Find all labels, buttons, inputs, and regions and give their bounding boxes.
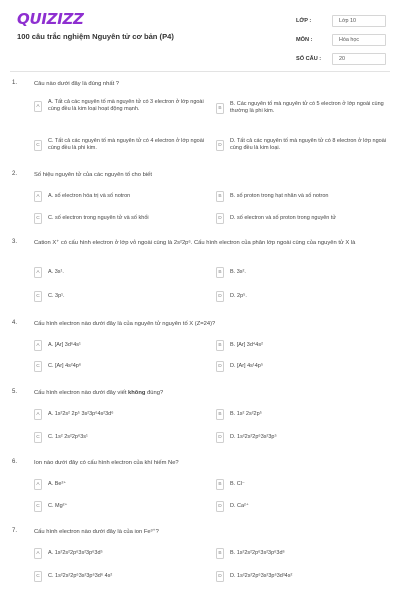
option-letter: A <box>34 479 42 490</box>
option-letter: A <box>34 548 42 559</box>
option-text: B. [Ar] 3d⁴4s² <box>230 341 263 348</box>
quizizz-logo <box>17 11 84 27</box>
option-letter: D <box>216 501 224 512</box>
meta-row-count <box>296 49 386 68</box>
option-text: A. 1s²2s² 2p⁵ 3s²3p⁶4s²3d⁶ <box>48 410 114 417</box>
option-text: D. Ca²⁺ <box>230 502 249 509</box>
question-text: Cation X⁺ có cấu hình electron ở lớp vỏ ngoài cùng là 2s²2p⁶. Cấu hình electron của phân lớp ngoài cùng của nguyên tử X là <box>34 240 356 246</box>
option-a[interactable] <box>34 479 212 490</box>
question-number: 7. <box>12 528 18 534</box>
header-divider <box>10 71 390 72</box>
option-a[interactable] <box>34 409 212 420</box>
meta-value-count: 20 <box>332 53 386 65</box>
meta-value-grade: Lớp 10 <box>332 15 386 27</box>
option-letter: A <box>34 101 42 112</box>
option-letter: D <box>216 140 224 151</box>
question-text <box>34 389 369 397</box>
option-b[interactable] <box>216 548 394 559</box>
question-number: 4. <box>12 320 18 326</box>
question-text: Cấu hình electron nào dưới đây là của ion Fe³⁺? <box>34 529 159 535</box>
option-text: A. 1s²2s²2p⁶3s²3p⁶3d⁵ <box>48 549 103 556</box>
meta-label: LỚP : <box>296 17 312 24</box>
option-letter: A <box>34 191 42 202</box>
option-text: D. 2p⁵. <box>230 292 247 299</box>
option-text: A. 3s¹. <box>48 268 64 275</box>
option-text: A. Be²⁺ <box>48 480 67 487</box>
option-letter: C <box>34 501 42 512</box>
option-c[interactable] <box>34 501 212 512</box>
option-text: B. số proton trong hạt nhân và số notron <box>230 192 329 199</box>
option-text: B. 1s² 2s²2p⁵ <box>230 410 262 417</box>
option-letter: D <box>216 213 224 224</box>
option-a[interactable] <box>34 548 212 559</box>
option-b[interactable] <box>216 267 394 278</box>
option-d[interactable] <box>216 501 394 512</box>
option-a[interactable] <box>34 191 212 202</box>
option-text: B. 1s²2s²2p⁶3s²3p⁶3d⁶ <box>230 549 285 556</box>
option-letter: C <box>34 140 42 151</box>
option-letter: B <box>216 191 224 202</box>
question-text: Câu nào dưới đây là đúng nhất ? <box>34 81 120 87</box>
option-c[interactable] <box>34 432 212 443</box>
worksheet-title: 100 câu trắc nghiệm Nguyên tử cơ bản (P4) <box>17 32 174 41</box>
option-a[interactable] <box>34 340 212 351</box>
option-letter: D <box>216 361 224 372</box>
option-text: D. 1s²2s²2p⁶3s²3p⁶3d³4s² <box>230 572 293 579</box>
question-number: 3. <box>12 239 18 245</box>
option-c[interactable] <box>34 571 212 582</box>
option-text: C. Mg²⁺ <box>48 502 68 509</box>
option-b[interactable] <box>216 101 394 116</box>
option-letter: B <box>216 409 224 420</box>
option-letter: A <box>34 267 42 278</box>
option-text: A. Tất cả các nguyên tố mà nguyên tử có 3 electron ở lớp ngoài cùng đều là kim loại hoạt động mạnh. <box>48 99 204 113</box>
option-d[interactable] <box>216 213 394 224</box>
option-d[interactable] <box>216 291 394 302</box>
option-a[interactable] <box>34 267 212 278</box>
option-letter: C <box>34 361 42 372</box>
option-letter: B <box>216 103 224 114</box>
option-letter: D <box>216 432 224 443</box>
option-text: A. số electron hóa trị và số notron <box>48 192 131 199</box>
option-letter: C <box>34 571 42 582</box>
meta-label: MÔN : <box>296 36 313 43</box>
option-text: A. [Ar] 3d⁶4s¹ <box>48 341 81 348</box>
option-d[interactable] <box>216 432 394 443</box>
question-text: Cấu hình electron nào dưới đây là của nguyên tử nguyên tố X (Z=24)? <box>34 321 216 327</box>
option-c[interactable] <box>34 291 212 302</box>
option-text: B. Các nguyên tố mà nguyên tử có 5 electron ở lớp ngoài cùng thường là phi kim. <box>230 101 384 115</box>
option-letter: B <box>216 340 224 351</box>
question-emphasis: không <box>128 390 146 396</box>
question-number: 6. <box>12 459 18 465</box>
option-letter: C <box>34 432 42 443</box>
question-number: 2. <box>12 171 18 177</box>
option-a[interactable] <box>34 99 212 114</box>
option-text: C. Tất cả các nguyên tố mà nguyên tử có 4 electron ở lớp ngoài cùng đều là phi kim. <box>48 138 205 152</box>
option-c[interactable] <box>34 213 212 224</box>
option-b[interactable] <box>216 479 394 490</box>
option-d[interactable] <box>216 138 394 153</box>
option-text: C. 3p¹. <box>48 292 65 299</box>
option-text: D. Tất cả các nguyên tố mà nguyên tử có 8 electron ở lớp ngoài cùng đều là kim loại. <box>230 138 387 152</box>
logo-text: QUIZIZZ <box>17 10 84 28</box>
meta-row-grade <box>296 11 386 30</box>
option-letter: B <box>216 267 224 278</box>
meta-value-subject: Hóa học <box>332 34 386 46</box>
option-d[interactable] <box>216 361 394 372</box>
option-c[interactable] <box>34 138 212 153</box>
option-letter: A <box>34 409 42 420</box>
option-b[interactable] <box>216 340 394 351</box>
option-text: B. Cl⁻ <box>230 480 245 487</box>
option-d[interactable] <box>216 571 394 582</box>
question-text-part: đúng? <box>145 390 164 396</box>
option-b[interactable] <box>216 191 394 202</box>
option-letter: D <box>216 291 224 302</box>
worksheet-header <box>0 0 400 68</box>
option-text: C. số electron trong nguyên tử và số khối <box>48 214 149 221</box>
option-text: D. [Ar] 4s¹4p⁵ <box>230 362 264 369</box>
question-text: Số hiệu nguyên tử của các nguyên tố cho biết <box>34 172 152 178</box>
meta-label: SỐ CÂU : <box>296 55 322 62</box>
question-number: 1. <box>12 80 18 86</box>
option-letter: C <box>34 291 42 302</box>
option-text: C. 1s² 2s²2p⁶3s¹ <box>48 433 88 440</box>
option-letter: B <box>216 479 224 490</box>
option-text: D. số electron và số proton trong nguyên tử <box>230 214 337 221</box>
question-text: Ion nào dưới đây có cấu hình electron của khí hiếm Ne? <box>34 460 179 466</box>
option-text: C. [Ar] 4s²4p⁶ <box>48 362 82 369</box>
option-text: C. 1s²2s²2p⁶3s²3p⁶3d⁶ 4s² <box>48 572 113 579</box>
option-text: D. 1s²2s²2p⁶3s²3p⁵ <box>230 433 277 440</box>
option-b[interactable] <box>216 409 394 420</box>
option-c[interactable] <box>34 361 212 372</box>
option-letter: C <box>34 213 42 224</box>
option-letter: B <box>216 548 224 559</box>
worksheet-meta <box>296 11 386 68</box>
option-text: B. 3s². <box>230 268 246 275</box>
option-letter: A <box>34 340 42 351</box>
meta-row-subject <box>296 30 386 49</box>
option-letter: D <box>216 571 224 582</box>
question-text-part: Cấu hình electron nào dưới đây viết <box>34 390 129 396</box>
question-number: 5. <box>12 389 18 395</box>
